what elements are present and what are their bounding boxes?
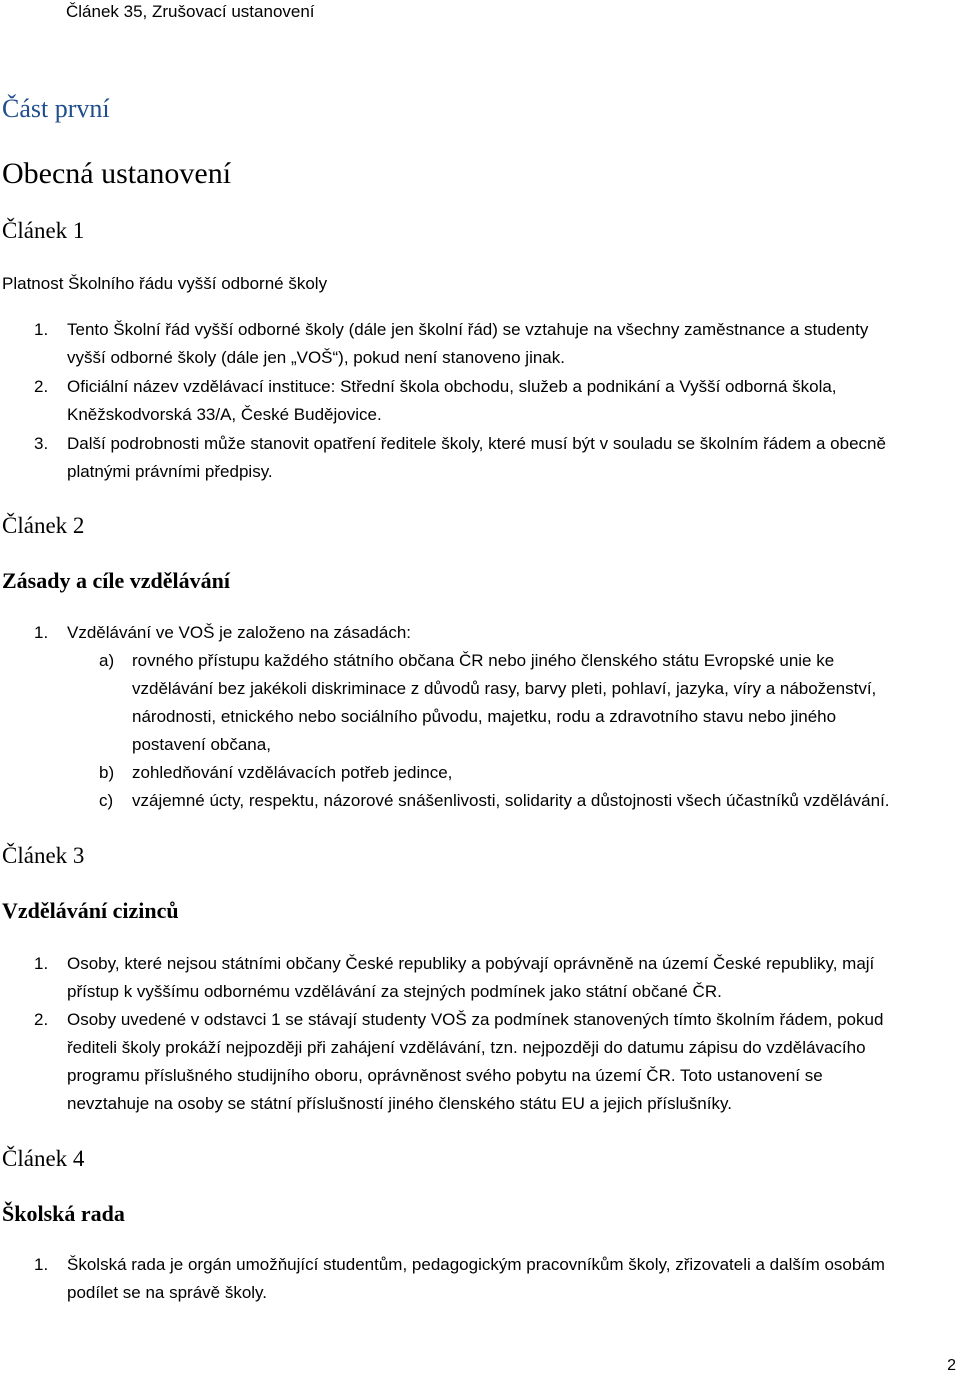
line: Kněžskodvorská 33/A, České Budějovice. [67,405,382,424]
item-number: 2. [34,1010,49,1029]
line: programu příslušného studijního oboru, oprávněnost svého pobytu na území ČR. Toto ustanovení se [67,1066,823,1085]
article-1-heading: Článek 1 [2,218,85,243]
line: Další podrobnosti může stanovit opatření ředitele školy, které musí být v souladu se školním řádem a obecně [67,434,886,453]
page-number: 2 [947,1357,956,1374]
subitem-letter: a) [99,651,115,670]
item-number: 2. [34,377,49,396]
line: vzdělávání bez jakékoli diskriminace z důvodů rasy, barvy pleti, pohlaví, jazyka, víry a náboženství, [132,679,877,698]
line: národnosti, etnického nebo sociálního původu, majetku, rodu a zdravotního stavu nebo jiného [132,707,837,726]
item-text [67,950,957,1006]
article-2-subtitle: Zásady a cíle vzdělávání [2,568,230,593]
line: vzájemné úcty, respektu, názorové snášenlivosti, solidarity a důstojnosti všech účastníků vzdělávání. [132,791,890,810]
line: vyšší odborné školy (dále jen „VOŠ“), pokud není stanoveno jinak. [67,348,565,367]
article-3-heading: Článek 3 [2,843,85,868]
article-2-heading: Článek 2 [2,513,85,538]
line: řediteli školy prokáží nejpozději při zahájení vzdělávání, tzn. nejpozději do datumu zápisu do vzdělávacího [67,1038,866,1057]
article-4-subtitle: Školská rada [2,1201,125,1226]
line: Osoby uvedené v odstavci 1 se stávají studenty VOŠ za podmínek stanovených tímto školním řádem, pokud [67,1010,884,1029]
subitem-letter: b) [99,763,115,782]
line: Tento Školní řád vyšší odborné školy (dále jen školní řád) se vztahuje na všechny zaměstnance a studenty [67,320,869,339]
item-text [67,316,957,372]
part-heading: Část první [2,94,110,123]
line: přístup k vyššímu odbornému vzdělávání za stejných podmínek jako státní občané ČR. [67,982,722,1001]
line: nevztahuje na osoby se státní příslušností jiného členského státu EU a jejich příslušníky. [67,1094,732,1113]
article-3-subtitle: Vzdělávání cizinců [2,898,179,923]
item-number: 1. [34,623,49,642]
line: platnými právními předpisy. [67,462,273,481]
article-1-subtitle: Platnost Školního řádu vyšší odborné školy [2,274,328,293]
article-4-heading: Článek 4 [2,1146,85,1171]
line: rovného přístupu každého státního občana ČR nebo jiného členského státu Evropské unie ke [132,651,835,670]
line: Oficiální název vzdělávací instituce: Střední škola obchodu, služeb a podnikání a Vyšší odborná škola, [67,377,837,396]
item-number: 1. [34,1255,49,1274]
item-text [67,430,957,486]
item-text: Vzdělávání ve VOŠ je založeno na zásadách: [67,623,411,642]
line: podílet se na správě školy. [67,1283,268,1302]
item-text [67,1006,957,1118]
item-text [67,1251,957,1307]
line: zohledňování vzdělávacích potřeb jedince, [132,763,453,782]
subitem-text [132,787,958,815]
subitem-text [132,647,958,759]
item-number: 1. [34,320,49,339]
subitem-letter: c) [99,791,114,810]
toc-line: Článek 35, Zrušovací ustanovení [66,2,315,21]
line: Osoby, které nejsou státními občany České republiky a pobývají oprávněně na území České republiky, mají [67,954,875,973]
line: Školská rada je orgán umožňující studentům, pedagogickým pracovníkům školy, zřizovateli a dalším osobám [67,1255,885,1274]
part-title: Obecná ustanovení [2,157,232,190]
item-number: 1. [34,954,49,973]
subitem-text [132,759,958,787]
item-number: 3. [34,434,49,453]
line: postavení občana, [132,735,271,754]
item-text [67,373,957,429]
